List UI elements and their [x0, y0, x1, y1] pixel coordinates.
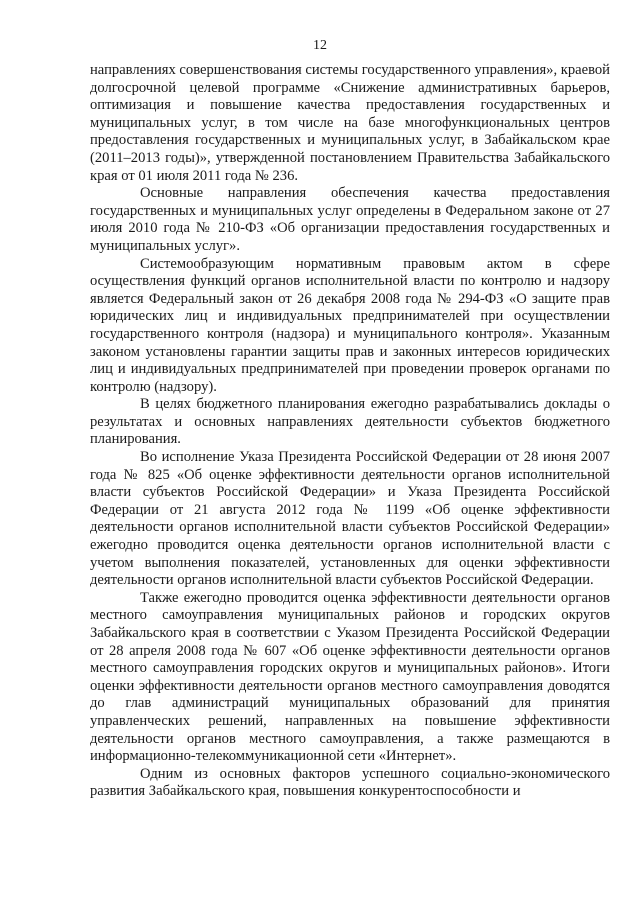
page-number: 12 [313, 38, 327, 53]
paragraph-continuation: направлениях совершенствования системы государственного управления», краевой долгосрочной целевой программе «Снижение административных барьеров, оптимизация и повышение качества предоставления государственных и муниципальных услуг, в том числе на базе многофункциональных центров предоставления государственных и муниципальных услуг, в Забайкальском крае (2011–2013 годы)», утвержденной постановлением Правительства Забайкальского края от 01 июля 2011 года № 236. [90, 62, 610, 184]
paragraph-service-quality-law: Основные направления обеспечения качества предоставления государственных и муниципальных услуг определены в Федеральном законе от 27 июля 2010 года № 210-ФЗ «Об организации предоставления государственных и муниципальных услуг». [90, 185, 610, 254]
paragraph-presidential-decrees: Во исполнение Указа Президента Российской Федерации от 28 июня 2007 года № 825 «Об оценке эффективности деятельности органов исполнительной власти субъектов Российской Федерации» и Указа Президента Российской Федерации от 21 августа 2012 года № 1199 «Об оценке эффективности деятельности органов исполнительной власти субъектов Российской Федерации» ежегодно проводится оценка деятельности органов исполнительной власти с учетом выполнения показателей, установленных для оценки эффективности деятельности органов исполнительной власти субъектов Российской Федерации. [90, 449, 610, 589]
paragraph-control-supervision-law: Системообразующим нормативным правовым актом в сфере осуществления функций органов исполнительной власти по контролю и надзору является Федеральный закон от 26 декабря 2008 года № 294-ФЗ «О защите прав юридических лиц и индивидуальных предпринимателей при осуществлении государственного контроля (надзора) и муниципального контроля». Указанным законом установлены гарантии защиты прав и законных интересов юридических лиц и индивидуальных предпринимателей при проведении проверок органами по контролю (надзору). [90, 255, 610, 395]
paragraph-budget-planning: В целях бюджетного планирования ежегодно разрабатывались доклады о результатах и основных направлениях деятельности субъектов бюджетного планирования. [90, 396, 610, 448]
paragraph-local-government-assessment: Также ежегодно проводится оценка эффективности деятельности органов местного самоуправления муниципальных районов и городских округов Забайкальского края в соответствии с Указом Президента Российской Федерации от 28 апреля 2008 года № 607 «Об оценке эффективности деятельности органов местного самоуправления городских округов и муниципальных районов». Итоги оценки эффективности деятельности органов местного самоуправления доводятся до глав администраций муниципальных образований для принятия управленческих решений, направленных на повышение эффективности деятельности органов местного самоуправления, а также размещаются в информационно-телекоммуникационной сети «Интернет». [90, 589, 610, 765]
document-body [90, 62, 610, 801]
paragraph-development-factors: Одним из основных факторов успешного социально-экономического развития Забайкальского края, повышения конкурентоспособности и [90, 765, 610, 800]
